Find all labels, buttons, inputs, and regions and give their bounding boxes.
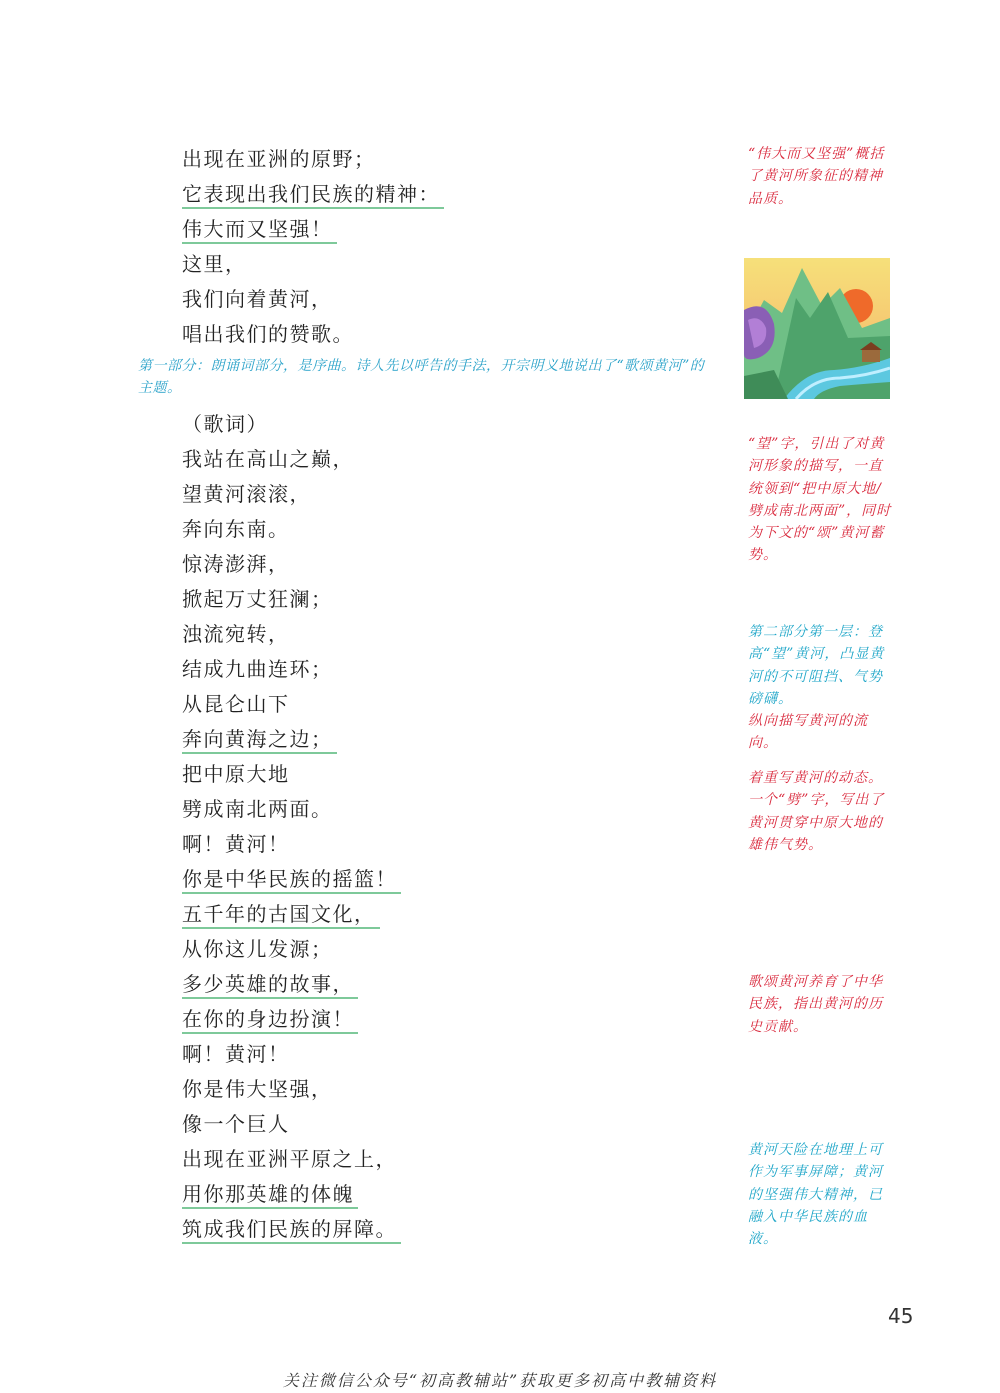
poem-line (182, 967, 401, 1002)
poem-line (182, 442, 401, 477)
annotation-strong-spirit: “伟大而又坚强”概括了黄河所象征的精神品质。 (748, 146, 885, 207)
poem-line (182, 1142, 401, 1177)
poem-line-text: 它表现出我们民族的精神： (182, 181, 444, 209)
poem-line-text: 劈成南北两面。 (182, 797, 333, 821)
poem-line (182, 582, 401, 617)
poem-line-text: 结成九曲连环； (182, 657, 333, 681)
poem-line-text: 筑成我们民族的屏障。 (182, 1216, 401, 1244)
poem-line-text: 浊流宛转， (182, 622, 290, 646)
poem-line (182, 617, 401, 652)
annotation-pi-character: 着重写黄河的动态。一个“劈”字，写出了黄河贯穿中原大地的雄伟气势。 (748, 770, 885, 853)
annotation-military-barrier: 黄河天险在地理上可作为军事屏障；黄河的坚强伟大精神，已融入中华民族的血液。 (748, 1142, 883, 1248)
poem-line (182, 1212, 401, 1247)
poem-line-text: 从昆仑山下 (182, 692, 290, 716)
poem-line (182, 407, 401, 442)
poem-line-text: 出现在亚洲的原野； (182, 147, 376, 171)
poem-line (182, 1072, 401, 1107)
poem-line (182, 1037, 401, 1072)
poem-line (182, 317, 444, 352)
poem-line-text: 奔向黄海之边； (182, 726, 337, 754)
poem-line (182, 897, 401, 932)
poem-line (182, 212, 444, 247)
yellow-river-landscape-illustration (744, 258, 890, 399)
annotation-flow-direction: 纵向描写黄河的流向。 (748, 713, 868, 752)
poem-line (182, 687, 401, 722)
poem-line (182, 652, 401, 687)
poem-line-text: 在你的身边扮演！ (182, 1006, 358, 1034)
poem-line-text: 伟大而又坚强！ (182, 216, 337, 244)
poem-line-text: 出现在亚洲平原之上， (182, 1147, 397, 1171)
poem-line (182, 932, 401, 967)
poem-line (182, 1107, 401, 1142)
poem-line-text: 把中原大地 (182, 762, 290, 786)
poem-line (182, 142, 444, 177)
annotation-historical-contribution: 歌颂黄河养育了中华民族，指出黄河的历史贡献。 (748, 974, 883, 1035)
poem-line-text: 我站在高山之巅， (182, 447, 354, 471)
poem-line (182, 1002, 401, 1037)
poem-line-text: 你是中华民族的摇篮！ (182, 866, 401, 894)
poem-line (182, 827, 401, 862)
poem-line-text: 啊！黄河！ (182, 832, 290, 856)
poem-part-one (182, 142, 444, 352)
poem-line-text: 用你那英雄的体魄 (182, 1181, 358, 1209)
poem-line-text: 望黄河滚滚， (182, 482, 311, 506)
part-one-annotation: 第一部分：朗诵词部分，是序曲。诗人先以呼告的手法，开宗明义地说出了“歌颂黄河”的主题。 (138, 358, 705, 396)
poem-line (182, 247, 444, 282)
poem-line-text: 惊涛澎湃， (182, 552, 290, 576)
poem-line-text: 我们向着黄河， (182, 287, 333, 311)
poem-line-text: 唱出我们的赞歌。 (182, 322, 354, 346)
poem-line (182, 282, 444, 317)
poem-line-text: 五千年的古国文化， (182, 901, 380, 929)
poem-line (182, 722, 401, 757)
poem-line-text: 从你这儿发源； (182, 937, 333, 961)
poem-line-text: 啊！黄河！ (182, 1042, 290, 1066)
poem-line (182, 862, 401, 897)
poem-line (182, 1177, 401, 1212)
poem-lyrics (182, 407, 401, 1247)
poem-line-text: 像一个巨人 (182, 1112, 290, 1136)
poem-line-text: 奔向东南。 (182, 517, 290, 541)
footer-notice: 关注微信公众号“初高教辅站”获取更多初高中教辅资料 (282, 1371, 718, 1390)
poem-line (182, 547, 401, 582)
poem-line (182, 792, 401, 827)
poem-line (182, 512, 401, 547)
annotation-wang-character: “望”字，引出了对黄河形象的描写，一直统领到“把中原大地/劈成南北两面”，同时为下文的“颂”黄河蓄势。 (748, 436, 892, 564)
poem-line (182, 177, 444, 212)
page-number: 45 (888, 1304, 914, 1328)
poem-line-text: 多少英雄的故事， (182, 971, 358, 999)
poem-line-text: 你是伟大坚强， (182, 1077, 333, 1101)
poem-line (182, 477, 401, 512)
poem-line-text: （歌词） (182, 412, 268, 436)
poem-line-text: 这里， (182, 252, 247, 276)
poem-line (182, 757, 401, 792)
annotation-part-two-layer-one: 第二部分第一层：登高“望”黄河，凸显黄河的不可阻挡、气势磅礴。 (748, 624, 885, 707)
poem-line-text: 掀起万丈狂澜； (182, 587, 333, 611)
